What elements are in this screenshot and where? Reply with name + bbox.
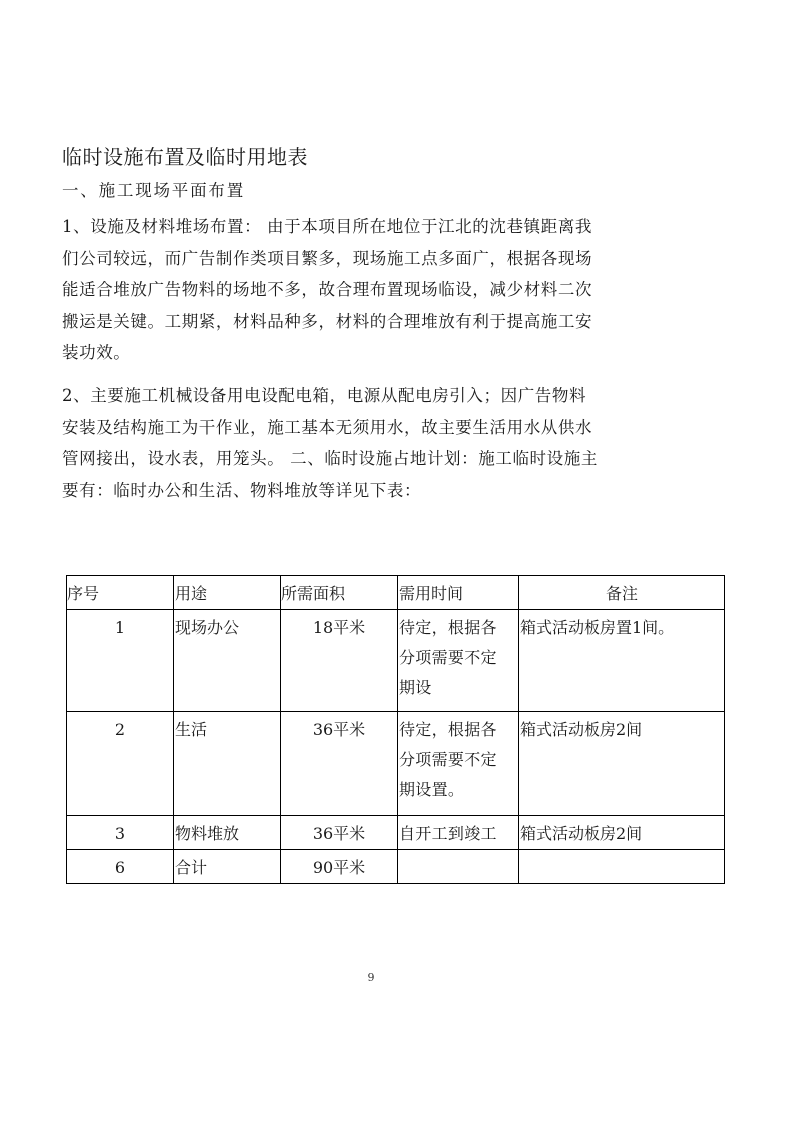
page-number: 9 <box>367 971 375 984</box>
paragraph-line: 要有：临时办公和生活、物料堆放等详见下表： <box>62 480 422 500</box>
cell-use: 生活 <box>174 712 281 816</box>
paragraph-facilities-layout <box>62 211 702 369</box>
paragraph-line: 安装及结构施工为干作业，施工基本无须用水，故主要生活用水从供水 <box>62 417 593 437</box>
table-total-row <box>67 850 725 884</box>
paragraph-line: 们公司较远，而广告制作类项目繁多，现场施工点多面广，根据各现场 <box>62 248 593 268</box>
paragraph-line: 1、设施及材料堆场布置： 由于本项目所在地位于江北的沈巷镇距离我 <box>62 217 592 236</box>
table-row <box>67 610 725 712</box>
cell-seq: 1 <box>67 610 174 712</box>
cell-area: 36平米 <box>281 816 398 850</box>
table-row <box>67 816 725 850</box>
table-header-row <box>67 576 725 610</box>
header-area: 所需面积 <box>281 576 398 610</box>
cell-use: 物料堆放 <box>174 816 281 850</box>
temporary-facilities-table <box>66 575 725 884</box>
cell-time <box>398 850 519 884</box>
cell-note <box>519 850 725 884</box>
cell-area: 90平米 <box>281 850 398 884</box>
document-title: 临时设施布置及临时用地表 <box>62 145 308 169</box>
cell-seq: 2 <box>67 712 174 816</box>
cell-area: 36平米 <box>281 712 398 816</box>
header-use: 用途 <box>174 576 281 610</box>
cell-use: 现场办公 <box>174 610 281 712</box>
cell-time: 待定，根据各 分项需要不定 期设置。 <box>398 712 519 816</box>
paragraph-line: 搬运是关键。工期紧，材料品种多，材料的合理堆放有利于提高施工安 <box>62 311 593 331</box>
cell-time: 自开工到竣工 <box>398 816 519 850</box>
paragraph-line: 能适合堆放广告物料的场地不多，故合理布置现场临设，减少材料二次 <box>62 280 593 299</box>
cell-area: 18平米 <box>281 610 398 712</box>
cell-note: 箱式活动板房2间 <box>519 712 725 816</box>
header-note: 备注 <box>519 576 725 610</box>
section-heading: 一、施工现场平面布置 <box>62 181 245 200</box>
paragraph-line: 2、主要施工机械设备用电设配电箱，电源从配电房引入；因广告物料 <box>62 386 587 405</box>
cell-seq: 6 <box>67 850 174 884</box>
header-seq: 序号 <box>67 576 174 610</box>
cell-use: 合计 <box>174 850 281 884</box>
paragraph-power-water <box>62 380 702 506</box>
header-time: 需用时间 <box>398 576 519 610</box>
cell-note: 箱式活动板房2间 <box>519 816 725 850</box>
table-row <box>67 712 725 816</box>
cell-seq: 3 <box>67 816 174 850</box>
cell-time: 待定，根据各 分项需要不定 期设 <box>398 610 519 712</box>
cell-note: 箱式活动板房置1间。 <box>519 610 725 712</box>
paragraph-line: 装功效。 <box>62 343 131 362</box>
paragraph-line: 管网接出，设水表，用笼头。 二、临时设施占地计划：施工临时设施主 <box>62 449 598 468</box>
